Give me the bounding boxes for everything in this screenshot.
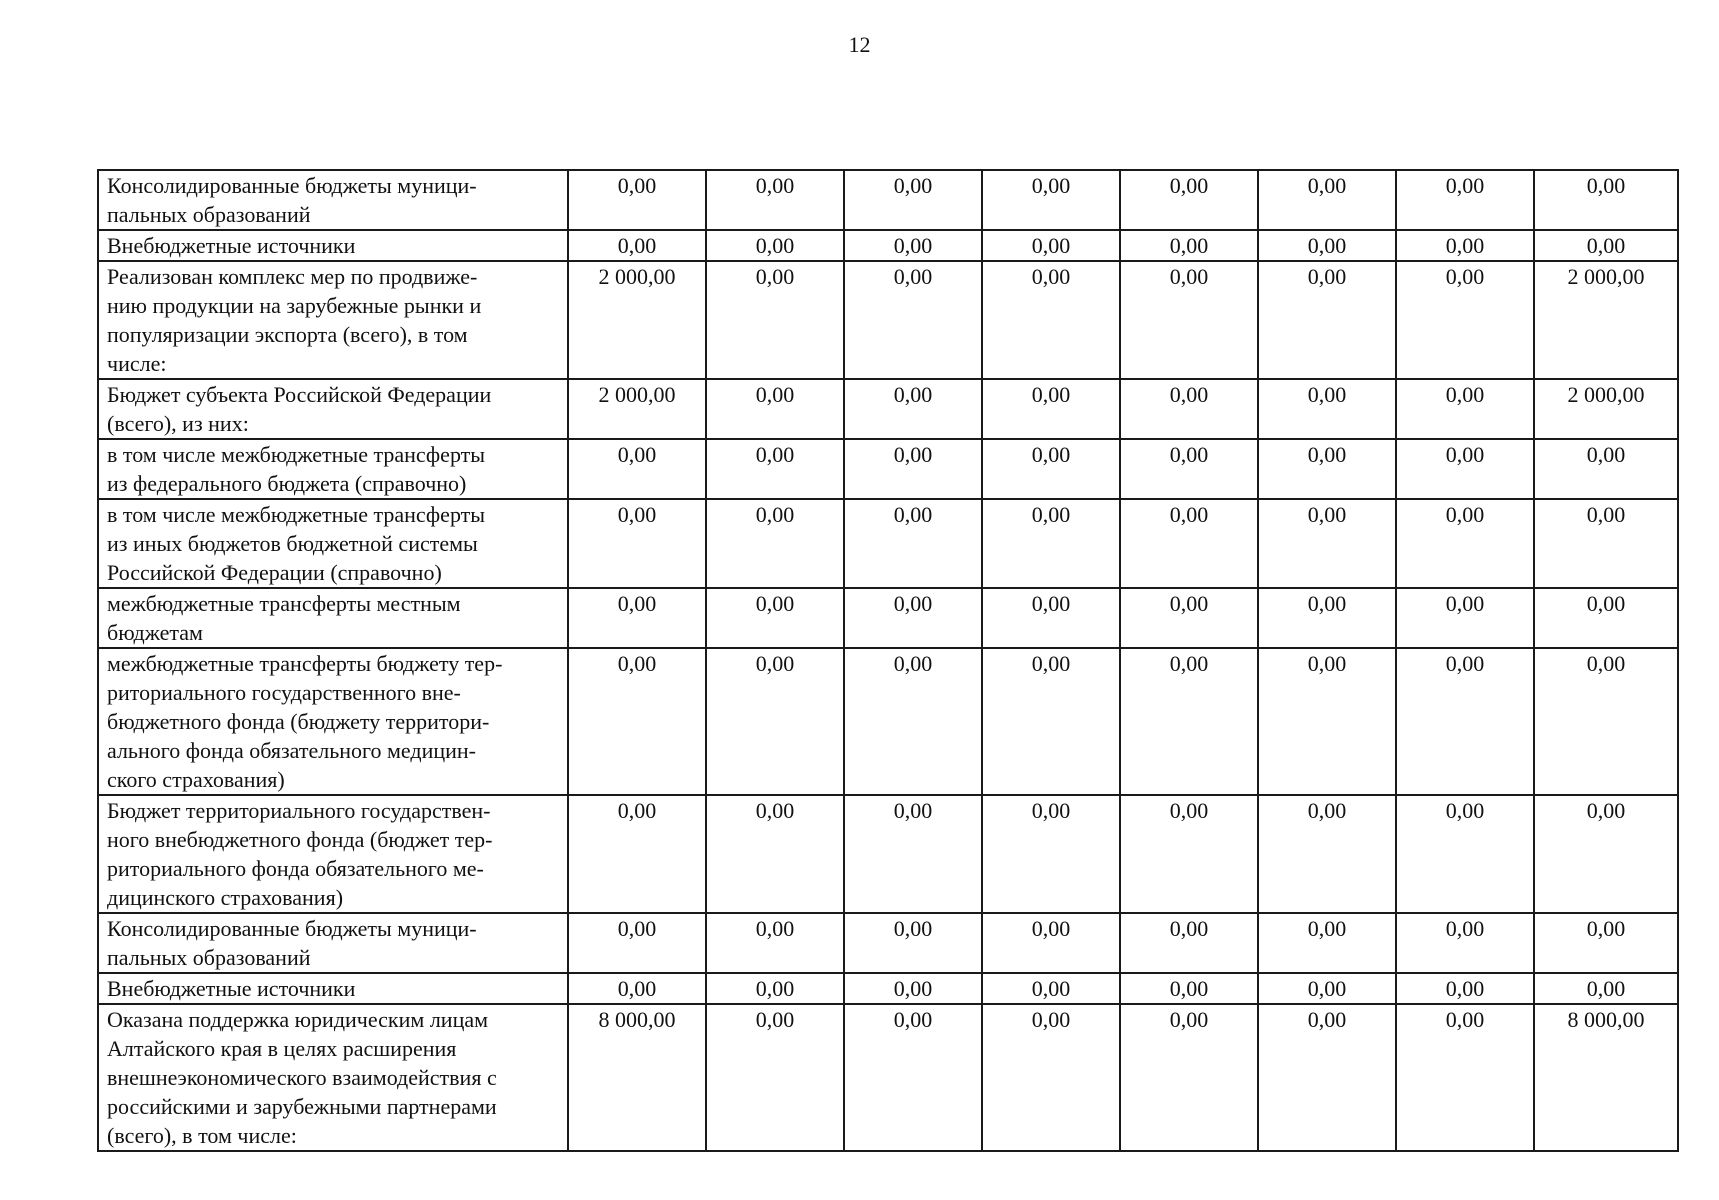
value-cell: 0,00	[1396, 439, 1534, 499]
row-label-line: (всего), в том числе:	[107, 1123, 297, 1148]
row-label	[98, 973, 568, 1004]
row-label	[98, 913, 568, 973]
value-cell: 0,00	[982, 648, 1120, 795]
value-cell: 0,00	[706, 499, 844, 588]
value-cell: 0,00	[1396, 499, 1534, 588]
row-label-line: Консолидированные бюджеты муници-	[107, 916, 477, 941]
value-cell: 0,00	[568, 439, 706, 499]
value-cell: 0,00	[568, 913, 706, 973]
row-label-line: Российской Федерации (справочно)	[107, 560, 442, 585]
row-label	[98, 170, 568, 230]
value-cell: 0,00	[1396, 795, 1534, 913]
row-label-line: числе:	[107, 351, 167, 376]
value-cell: 0,00	[706, 795, 844, 913]
value-cell: 0,00	[1534, 973, 1678, 1004]
row-label-line: Бюджет территориального государствен-	[107, 798, 491, 823]
row-label-line: Консолидированные бюджеты муници-	[107, 173, 477, 198]
value-cell: 0,00	[1396, 588, 1534, 648]
value-cell: 0,00	[1534, 230, 1678, 261]
row-label-line: дицинского страхования)	[107, 885, 344, 910]
value-cell: 0,00	[706, 1004, 844, 1151]
value-cell: 0,00	[982, 379, 1120, 439]
value-cell: 0,00	[844, 795, 982, 913]
table-row	[98, 379, 1678, 439]
value-cell: 0,00	[1534, 588, 1678, 648]
row-label	[98, 261, 568, 379]
value-cell: 0,00	[1120, 379, 1258, 439]
value-cell: 2 000,00	[568, 261, 706, 379]
value-cell: 0,00	[844, 170, 982, 230]
row-label	[98, 230, 568, 261]
row-label-line: российскими и зарубежными партнерами	[107, 1094, 497, 1119]
value-cell: 0,00	[1120, 795, 1258, 913]
value-cell: 2 000,00	[568, 379, 706, 439]
value-cell: 0,00	[568, 499, 706, 588]
value-cell: 0,00	[1120, 973, 1258, 1004]
row-label-line: межбюджетные трансферты бюджету тер-	[107, 651, 503, 676]
table-body	[98, 170, 1678, 1151]
page-number: 12	[848, 32, 871, 57]
value-cell: 0,00	[1258, 379, 1396, 439]
row-label-line: из федерального бюджета (справочно)	[107, 471, 467, 496]
value-cell: 0,00	[1534, 439, 1678, 499]
value-cell: 0,00	[706, 230, 844, 261]
row-label-line: популяризации экспорта (всего), в том	[107, 322, 468, 347]
row-label	[98, 379, 568, 439]
value-cell: 0,00	[844, 230, 982, 261]
row-label	[98, 439, 568, 499]
row-label-line: в том числе межбюджетные трансферты	[107, 442, 486, 467]
row-label-line: Внебюджетные источники	[107, 976, 356, 1001]
value-cell: 0,00	[706, 170, 844, 230]
budget-table	[97, 169, 1679, 1152]
value-cell: 0,00	[568, 973, 706, 1004]
value-cell: 0,00	[1258, 795, 1396, 913]
table-row	[98, 170, 1678, 230]
table-row	[98, 648, 1678, 795]
row-label-line: Оказана поддержка юридическим лицам	[107, 1007, 489, 1032]
value-cell: 0,00	[1120, 1004, 1258, 1151]
value-cell: 0,00	[1396, 379, 1534, 439]
row-label-line: бюджетного фонда (бюджету территори-	[107, 709, 490, 734]
row-label-line: Бюджет субъекта Российской Федерации	[107, 382, 492, 407]
table-row	[98, 499, 1678, 588]
value-cell: 0,00	[1258, 648, 1396, 795]
table-row	[98, 230, 1678, 261]
value-cell: 0,00	[1258, 170, 1396, 230]
row-label-line: пальных образований	[107, 945, 311, 970]
value-cell: 0,00	[982, 230, 1120, 261]
value-cell: 2 000,00	[1534, 379, 1678, 439]
row-label	[98, 588, 568, 648]
value-cell: 0,00	[1396, 261, 1534, 379]
value-cell: 0,00	[844, 973, 982, 1004]
row-label-line: пальных образований	[107, 202, 311, 227]
value-cell: 0,00	[568, 648, 706, 795]
value-cell: 0,00	[844, 499, 982, 588]
row-label-line: риториального фонда обязательного ме-	[107, 856, 484, 881]
value-cell: 0,00	[568, 588, 706, 648]
value-cell: 0,00	[1396, 170, 1534, 230]
row-label-line: межбюджетные трансферты местным	[107, 591, 461, 616]
value-cell: 0,00	[844, 261, 982, 379]
value-cell: 0,00	[1258, 261, 1396, 379]
value-cell: 0,00	[1258, 499, 1396, 588]
value-cell: 0,00	[706, 379, 844, 439]
row-label	[98, 499, 568, 588]
row-label-line: риториального государственного вне-	[107, 680, 461, 705]
value-cell: 0,00	[1120, 230, 1258, 261]
value-cell: 0,00	[568, 170, 706, 230]
table-row	[98, 795, 1678, 913]
value-cell: 0,00	[568, 795, 706, 913]
value-cell: 0,00	[706, 913, 844, 973]
table-row	[98, 439, 1678, 499]
row-label	[98, 1004, 568, 1151]
value-cell: 0,00	[982, 913, 1120, 973]
row-label-line: внешнеэкономического взаимодействия с	[107, 1065, 497, 1090]
value-cell: 0,00	[982, 1004, 1120, 1151]
row-label-line: Реализован комплекс мер по продвиже-	[107, 264, 478, 289]
value-cell: 0,00	[706, 261, 844, 379]
value-cell: 0,00	[706, 973, 844, 1004]
value-cell: 0,00	[1534, 648, 1678, 795]
row-label-line: (всего), из них:	[107, 411, 249, 436]
value-cell: 0,00	[1120, 439, 1258, 499]
value-cell: 0,00	[1396, 913, 1534, 973]
value-cell: 0,00	[982, 499, 1120, 588]
value-cell: 0,00	[844, 439, 982, 499]
value-cell: 0,00	[982, 261, 1120, 379]
value-cell: 0,00	[1258, 439, 1396, 499]
value-cell: 0,00	[1120, 170, 1258, 230]
value-cell: 0,00	[1534, 795, 1678, 913]
row-label-line: ального фонда обязательного медицин-	[107, 738, 477, 763]
value-cell: 0,00	[706, 588, 844, 648]
value-cell: 0,00	[1396, 648, 1534, 795]
table-row	[98, 1004, 1678, 1151]
table-row	[98, 261, 1678, 379]
value-cell: 0,00	[982, 439, 1120, 499]
value-cell: 0,00	[1396, 230, 1534, 261]
row-label-line: Внебюджетные источники	[107, 233, 356, 258]
row-label	[98, 648, 568, 795]
value-cell: 0,00	[706, 439, 844, 499]
row-label-line: бюджетам	[107, 620, 203, 645]
value-cell: 0,00	[982, 170, 1120, 230]
row-label-line: Алтайского края в целях расширения	[107, 1036, 457, 1061]
value-cell: 0,00	[1120, 499, 1258, 588]
value-cell: 0,00	[1120, 913, 1258, 973]
value-cell: 0,00	[1258, 588, 1396, 648]
table-row	[98, 588, 1678, 648]
row-label-line: нию продукции на зарубежные рынки и	[107, 293, 482, 318]
value-cell: 0,00	[1534, 170, 1678, 230]
value-cell: 0,00	[1534, 499, 1678, 588]
row-label-line: ского страхования)	[107, 767, 285, 792]
value-cell: 2 000,00	[1534, 261, 1678, 379]
value-cell: 0,00	[1258, 230, 1396, 261]
row-label-line: ного внебюджетного фонда (бюджет тер-	[107, 827, 493, 852]
table-row	[98, 973, 1678, 1004]
value-cell: 0,00	[1258, 973, 1396, 1004]
row-label-line: в том числе межбюджетные трансферты	[107, 502, 486, 527]
value-cell: 0,00	[1534, 913, 1678, 973]
value-cell: 0,00	[1120, 588, 1258, 648]
value-cell: 0,00	[982, 973, 1120, 1004]
row-label	[98, 795, 568, 913]
value-cell: 0,00	[568, 230, 706, 261]
value-cell: 0,00	[844, 379, 982, 439]
value-cell: 0,00	[844, 648, 982, 795]
value-cell: 0,00	[844, 913, 982, 973]
value-cell: 0,00	[844, 588, 982, 648]
value-cell: 0,00	[1120, 261, 1258, 379]
value-cell: 0,00	[1120, 648, 1258, 795]
value-cell: 0,00	[1258, 1004, 1396, 1151]
value-cell: 8 000,00	[568, 1004, 706, 1151]
value-cell: 0,00	[1396, 973, 1534, 1004]
value-cell: 0,00	[982, 795, 1120, 913]
value-cell: 0,00	[1396, 1004, 1534, 1151]
value-cell: 0,00	[706, 648, 844, 795]
value-cell: 8 000,00	[1534, 1004, 1678, 1151]
row-label-line: из иных бюджетов бюджетной системы	[107, 531, 478, 556]
value-cell: 0,00	[1258, 913, 1396, 973]
value-cell: 0,00	[844, 1004, 982, 1151]
value-cell: 0,00	[982, 588, 1120, 648]
table-row	[98, 913, 1678, 973]
